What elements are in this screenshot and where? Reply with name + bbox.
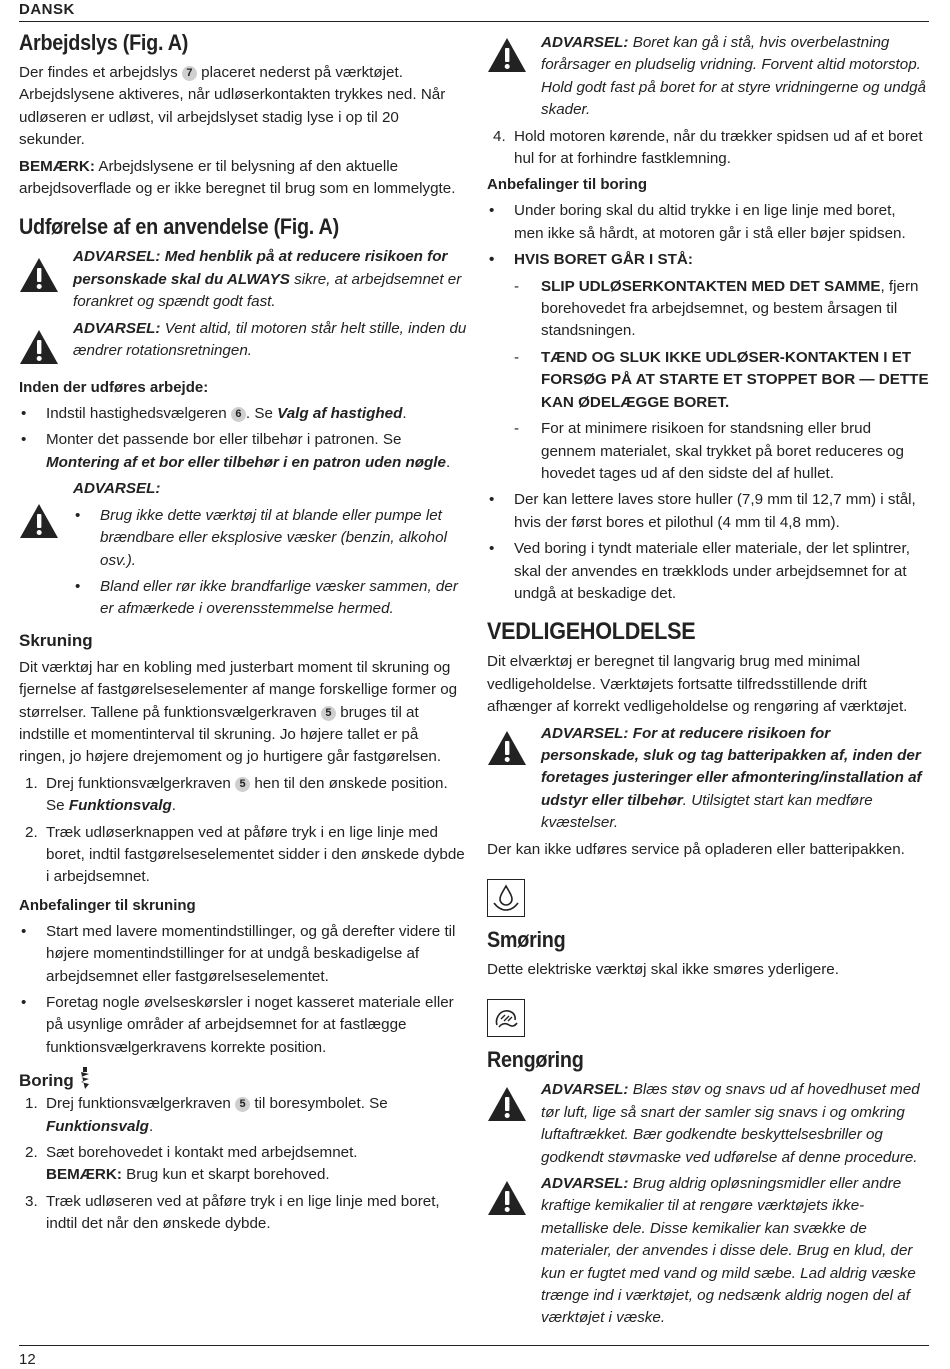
warning-icon — [19, 246, 73, 301]
language-label: DANSK — [19, 1, 75, 18]
warning-block: ADVARSEL: Boret kan gå i stå, hvis overbelastning forårsager en pludselig vridning. Forvent altid motorstop. Hold godt fast på boret for at styre vridningerne og undgå skader. — [487, 32, 929, 122]
warning-icon — [19, 318, 73, 373]
callout-badge: 5 — [321, 706, 336, 721]
work-light-note: BEMÆRK: Arbejdslysene er til belysning af den aktuelle arbejdsoverflade og er ikke beregnet til brug som en lommelygte. — [19, 157, 456, 198]
warning-block — [19, 478, 467, 620]
maintenance-note: Der kan ikke udføres service på opladeren eller batteripakken. — [487, 840, 905, 858]
callout-badge: 7 — [182, 66, 197, 81]
step-item: 2. Træk udløserknappen ved at påføre tryk i en lige linje med boret, indtil fastgørelseselementet sidder i den ønskede dybde i arbejdsemnet. — [25, 823, 465, 886]
right-column — [487, 32, 929, 1330]
screwing-rec-heading: Anbefalinger til skruning — [19, 896, 196, 914]
warning-block: ADVARSEL: For at reducere risikoen for personskade, sluk og tag batteripakken af, inden der foretages justeringer eller afmontering/installation af udstyr eller tilbehør. Utilsigtet start kan medføre kvæstelser. — [487, 723, 929, 835]
callout-badge: 5 — [235, 1097, 250, 1112]
step-item: 4. Hold motoren kørende, når du trækker spidsen ud af et boret hul for at forhindre fastklemning. — [493, 127, 923, 168]
list-item: • Indstil hastighedsvælgeren 6 . Se Valg af hastighed. — [19, 403, 467, 425]
warning-icon — [487, 1173, 541, 1224]
cleaning-title: Rengøring — [487, 1047, 584, 1073]
warning-block: ADVARSEL: Med henblik på at reducere risikoen for personskade skal du ALWAYS sikre, at arbejdsemnet er forankret og spændt godt fast. — [19, 246, 467, 313]
before-work-heading: Inden der udføres arbejde: — [19, 379, 209, 397]
lubrication-title: Smøring — [487, 927, 566, 952]
left-column — [19, 28, 467, 1236]
list-item: • Bland eller rør ikke brandfarlige væsker sammen, der er afmærkede i overensstemmelse hermed. — [73, 576, 467, 621]
warning-block: ADVARSEL: Blæs støv og snavs ud af hovedhuset med tør luft, lige så snart der samler sig snavs i og omkring luftaftrækket. Bær godkendte beskyttelsesbriller og godkendt støvmaske ved udførelse af denne procedure. — [487, 1079, 929, 1169]
drilling-rec-heading: Anbefalinger til boring — [487, 176, 647, 194]
dash-item: - For at minimere risikoen for standsning eller brud gennem materialet, skal trykket på boret reduceres og hovedet tages ud af den sidste del af hullet. — [514, 420, 904, 482]
list-item: • Foretag nogle øvelseskørsler i noget kasseret materiale eller på usynlige områder af arbejdsemnet for at fastlægge funktionsvælgerkravens korrekte position. — [19, 992, 467, 1059]
screwing-paragraph: Dit værktøj har en kobling med justerbart moment til skruning og fjernelse af fastgørelseselementer af mange forskellige former og størrelser. Tallene på funktionsvælgerkraven 5 bruges til at indstille et momentinterval til skruning. Jo højere tallet er på ringen, jo højere drejemoment og jo hurtigere går fastgørelsen. — [19, 658, 458, 766]
page-header — [19, 0, 929, 22]
step-item: 3. Træk udløseren ved at påføre tryk i en lige linje med boret, indtil det når den ønskede dybde. — [25, 1192, 440, 1233]
cleaning-icon — [487, 999, 525, 1037]
callout-badge: 6 — [231, 407, 246, 422]
list-item: • Monter det passende bor eller tilbehør i patronen. Se Montering af et bor eller tilbehør i en patron uden nøgle. — [19, 429, 467, 474]
warning-icon — [487, 723, 541, 774]
work-light-paragraph: Der findes et arbejdslys 7 placeret nederst på værktøjet. Arbejdslysene aktiveres, når udløserkontakten trykkes ned. Når udløseren er udløst, vil arbejdslyset stadig lyse i op til 20 sekunder. — [19, 64, 446, 149]
list-item: • Start med lavere momentindstillinger, og gå derefter videre til højere momentindstillinger for at undgå beskadigelse af arbejdsemnet eller fastgørelseselementet. — [19, 921, 467, 988]
step-item: 1. Drej funktionsvælgerkraven 5 hen til den ønskede position. Se Funktionsvalg. — [25, 774, 448, 815]
callout-badge: 5 — [235, 777, 250, 792]
list-item: • Ved boring i tyndt materiale eller materiale, der let splintrer, skal der anvendes en trækklods under arbejdsemnet for at undgå at beskadige det. — [487, 538, 929, 605]
warning-icon — [487, 32, 541, 81]
dash-item: - TÆND OG SLUK IKKE UDLØSER-KONTAKTEN I ET FORSØG PÅ AT STARTE ET STOPPET BOR — DETTE KAN ØDELÆGGE BORET. — [514, 348, 929, 411]
maintenance-paragraph: Dit elværktøj er beregnet til langvarig brug med minimal vedligeholdelse. Værktøjets fortsatte tilfredsstillende drift afhænger af korrekt vedligeholdelse og rengøring af værktøjet. — [487, 653, 908, 716]
warning-icon — [487, 1079, 541, 1130]
drilling-title: Boring — [19, 1067, 467, 1093]
drill-bit-icon — [79, 1067, 91, 1089]
step-item: 1. Drej funktionsvælgerkraven 5 til boresymbolet. Se Funktionsvalg. — [25, 1095, 388, 1135]
list-item: • Under boring skal du altid trykke i en lige linje med boret, men ikke så hårdt, at motoren går i stå eller bøjer spidsen. — [487, 200, 929, 245]
lubrication-icon — [487, 879, 525, 917]
work-light-title: Arbejdslys (Fig. A) — [19, 30, 189, 55]
warning-block: ADVARSEL: Vent altid, til motoren står helt stille, inden du ændrer rotationsretningen. — [19, 318, 467, 373]
step-item: 2. Sæt borehovedet i kontakt med arbejdsemnet. BEMÆRK: Brug kun et skarpt borehoved. — [25, 1144, 358, 1184]
page-footer — [19, 1345, 929, 1368]
application-title: Udførelse af en anvendelse (Fig. A) — [19, 214, 339, 240]
screwing-title: Skruning — [19, 630, 93, 650]
list-item: • Brug ikke dette værktøj til at blande eller pumpe let brændbare eller eksplosive væsker (benzin, alkohol osv.). — [73, 505, 467, 572]
maintenance-title: VEDLIGEHOLDELSE — [487, 618, 696, 646]
dash-item: - SLIP UDLØSERKONTAKTEN MED DET SAMME, fjern borehovedet fra arbejdsemnet, og bestem årsagen til standsningen. — [514, 277, 919, 340]
lubrication-paragraph: Dette elektriske værktøj skal ikke smøres yderligere. — [487, 961, 839, 978]
warning-icon — [19, 478, 73, 547]
page-number: 12 — [19, 1351, 36, 1368]
warning-block: ADVARSEL: Brug aldrig opløsningsmidler eller andre kraftige kemikalier til at rengøre værktøjets ikke-metalliske dele. Disse kemikalier kan svække de materialer, der anvendes i disse dele. Brug en klud, der kun er fugtet med vand og mild sæbe. Lad aldrig væske trænge ind i værktøjet, og nedsænk aldrig nogen del af værktøjet i væske. — [487, 1173, 929, 1330]
list-item: • Der kan lettere laves store huller (7,9 mm til 12,7 mm) i stål, hvis der først bores et pilothul (4 mm til 4,8 mm). — [487, 489, 929, 534]
warning-label: ADVARSEL: — [73, 480, 161, 498]
list-item: • HVIS BORET GÅR I STÅ: — [487, 249, 929, 271]
